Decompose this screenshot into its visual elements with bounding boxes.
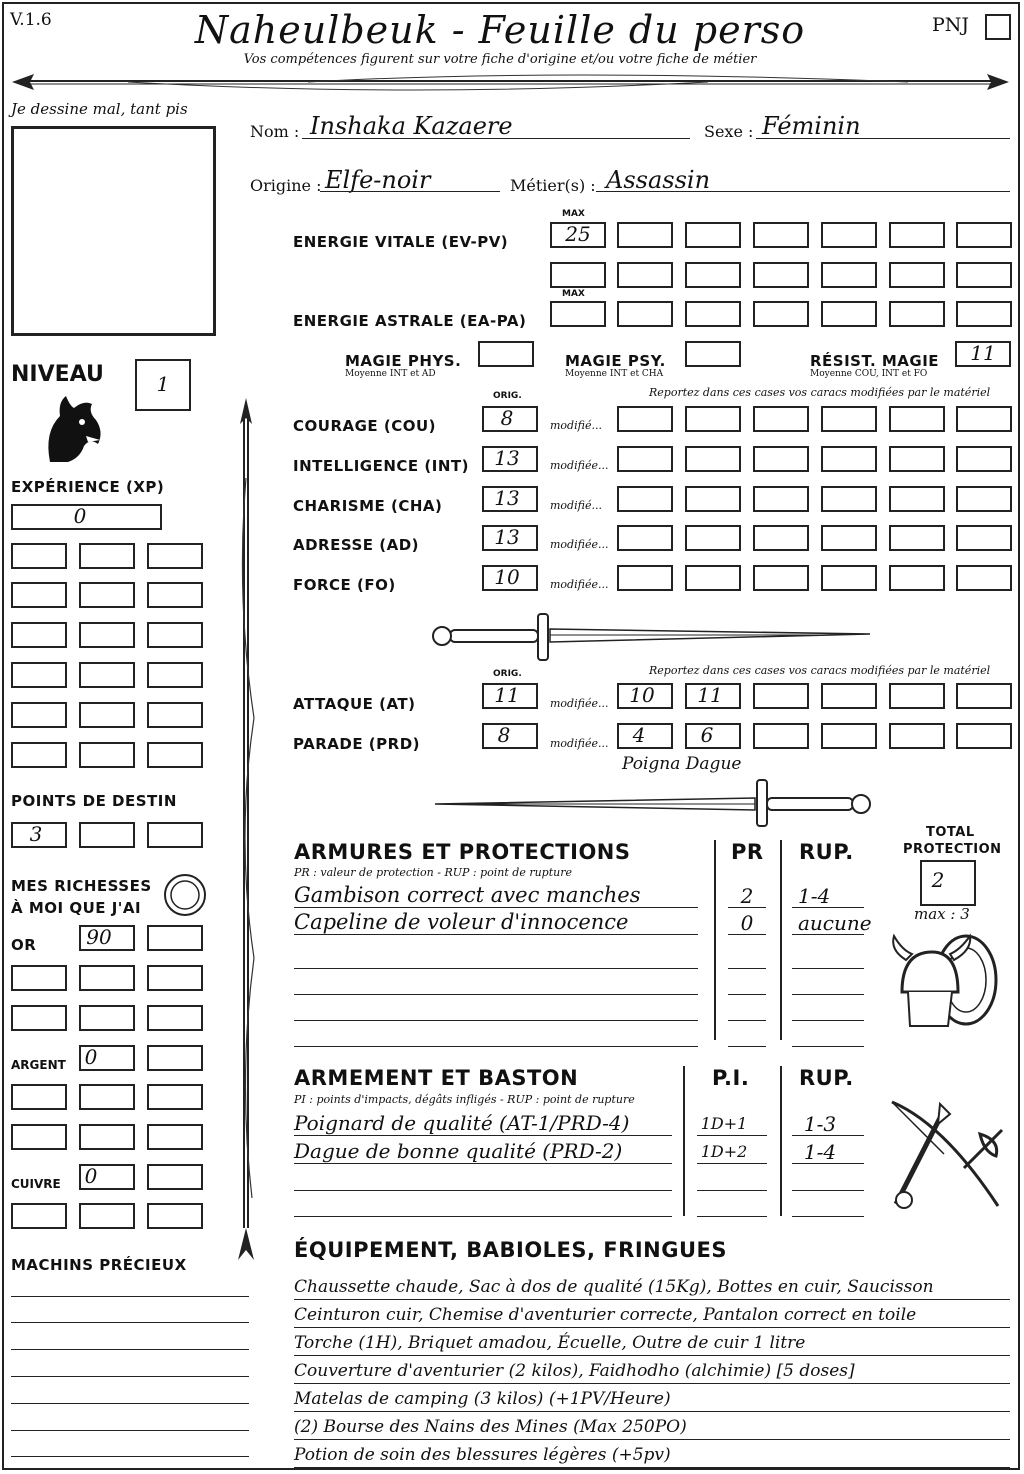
carac-mod-box-1[interactable] <box>617 406 673 432</box>
equipment-line[interactable] <box>294 1467 1010 1468</box>
weapons-icon <box>884 1094 1008 1216</box>
carac-label: INTELLIGENCE (INT) <box>293 457 469 475</box>
armor-pr-label: PR <box>731 840 764 864</box>
total-protection-label-1: TOTAL <box>926 825 975 840</box>
carac-orig-value: 8 <box>500 406 514 430</box>
carac-mod-box-6[interactable] <box>956 406 1012 432</box>
carac-mod-box-5[interactable] <box>889 525 945 551</box>
argent-extra-box-3[interactable] <box>147 1084 203 1110</box>
ea-label: ENERGIE ASTRALE (EA-PA) <box>293 312 527 330</box>
spear-icon <box>232 398 260 1260</box>
prd-mod-value-2: 6 <box>700 723 714 747</box>
weapons-sub: PI : points d'impacts, dégâts infligés - RUP : point de rupture <box>294 1093 635 1106</box>
weapon-line[interactable] <box>294 1190 672 1191</box>
coin-icon <box>162 872 208 918</box>
machins-label: MACHINS PRÉCIEUX <box>11 1256 187 1274</box>
carac-mod-box-2[interactable] <box>685 446 741 472</box>
carac-mod-box-4[interactable] <box>821 446 877 472</box>
armor-pr: 0 <box>740 911 754 935</box>
argent-box-2[interactable] <box>147 1045 203 1071</box>
xp-box-3[interactable] <box>147 662 203 688</box>
carac-mod-box-6[interactable] <box>956 486 1012 512</box>
at-mod-value-1: 10 <box>629 683 655 707</box>
xp-box-1[interactable] <box>11 662 67 688</box>
cuivre-value: 0 <box>84 1164 98 1188</box>
carac-mod-label: modifiée... <box>550 538 609 551</box>
argent-extra-box-1[interactable] <box>11 1084 67 1110</box>
xp-box-3[interactable] <box>147 622 203 648</box>
at-mod-value-2: 11 <box>697 683 723 707</box>
metier-underline <box>596 191 1010 192</box>
or-value: 90 <box>86 925 112 949</box>
xp-box-1[interactable] <box>11 622 67 648</box>
weapon-pi-line[interactable] <box>697 1163 767 1164</box>
weapon-line[interactable] <box>294 1216 672 1217</box>
weapon-pi-line[interactable] <box>697 1190 767 1191</box>
carac-mod-box-5[interactable] <box>889 406 945 432</box>
ev-track-box-5[interactable] <box>889 222 945 248</box>
ev-track-2-box-5[interactable] <box>889 262 945 288</box>
armor-rup-line[interactable] <box>792 1046 864 1047</box>
magie-psy-sub: Moyenne INT et CHA <box>565 369 664 379</box>
weapon-pi: 1D+1 <box>700 1114 748 1133</box>
cuivre-extra-box-3[interactable] <box>147 1203 203 1229</box>
carac-mod-box-2[interactable] <box>685 486 741 512</box>
spear-divider-icon <box>8 68 1013 98</box>
carac-orig-value: 10 <box>494 565 520 589</box>
ea-track-box-3[interactable] <box>753 301 809 327</box>
ea-track-box-1[interactable] <box>617 301 673 327</box>
sword-icon-2 <box>430 778 875 828</box>
version-label: V.1.6 <box>10 10 52 30</box>
metier-label: Métier(s) : <box>510 176 596 195</box>
magie-phys-label: MAGIE PHYS. <box>345 352 462 370</box>
equipment-line-text: Potion de soin des blessures légères (+5pv) <box>294 1445 671 1465</box>
weapon-note: Poigna Dague <box>622 754 742 774</box>
carac-mod-box-1[interactable] <box>617 565 673 591</box>
prd-mod-box-4[interactable] <box>821 723 877 749</box>
armor-title: ARMURES ET PROTECTIONS <box>294 840 631 864</box>
dragon-icon <box>40 392 106 464</box>
ev-track-2-box-6[interactable] <box>956 262 1012 288</box>
armor-line[interactable] <box>294 968 698 969</box>
total-protection-max: max : 3 <box>914 905 970 923</box>
carac-mod-box-6[interactable] <box>956 565 1012 591</box>
or-box-2[interactable] <box>147 925 203 951</box>
carac-orig-value: 13 <box>494 525 520 549</box>
or-extra-box-1[interactable] <box>11 1005 67 1031</box>
magie-phys-sub: Moyenne INT et AD <box>345 369 436 379</box>
ev-track-box-6[interactable] <box>956 222 1012 248</box>
carac-mod-box-5[interactable] <box>889 446 945 472</box>
carac-orig-value: 13 <box>494 446 520 470</box>
carac-report-note: Reportez dans ces cases vos caracs modifiées par le matériel <box>649 386 991 399</box>
combat-report-note: Reportez dans ces cases vos caracs modifiées par le matériel <box>649 664 991 677</box>
armor-pr-line[interactable] <box>728 1046 766 1047</box>
armor-name: Capeline de voleur d'innocence <box>294 910 629 934</box>
ev-track-box-1[interactable] <box>617 222 673 248</box>
ev-track-2-box-1[interactable] <box>617 262 673 288</box>
equipment-line-text: Ceinturon cuir, Chemise d'aventurier correcte, Pantalon correct en toile <box>294 1305 917 1325</box>
weapon-line[interactable] <box>294 1163 672 1164</box>
xp-box-1[interactable] <box>11 543 67 569</box>
carac-label: ADRESSE (AD) <box>293 536 420 554</box>
destin-value: 3 <box>29 822 43 846</box>
weapon-name: Dague de bonne qualité (PRD-2) <box>294 1139 623 1163</box>
at-mod-box-4[interactable] <box>821 683 877 709</box>
metier-value[interactable]: Assassin <box>606 166 711 194</box>
carac-mod-box-1[interactable] <box>617 446 673 472</box>
carac-orig-value: 13 <box>494 486 520 510</box>
armor-line[interactable] <box>294 934 698 935</box>
weapons-title: ARMEMENT ET BASTON <box>294 1066 579 1090</box>
origine-value[interactable]: Elfe-noir <box>325 166 431 194</box>
argent-value: 0 <box>84 1045 98 1069</box>
armor-sub: PR : valeur de protection - RUP : point de rupture <box>294 866 572 879</box>
ea-track-box-4[interactable] <box>821 301 877 327</box>
portrait-box[interactable] <box>11 126 216 336</box>
resist-magie-label: RÉSIST. MAGIE <box>810 352 940 370</box>
xp-box-2[interactable] <box>79 702 135 728</box>
carac-mod-box-4[interactable] <box>821 486 877 512</box>
origine-label: Origine : <box>250 176 322 195</box>
cuivre-extra-box-1[interactable] <box>11 1203 67 1229</box>
ev-max-value: 25 <box>565 222 591 246</box>
carac-mod-label: modifiée... <box>550 578 609 591</box>
weapons-pi-label: P.I. <box>712 1066 750 1090</box>
prd-mod-label: modifiée... <box>550 737 609 750</box>
prd-mod-box-5[interactable] <box>889 723 945 749</box>
xp-box-1[interactable] <box>11 582 67 608</box>
destin-box-3[interactable] <box>147 822 203 848</box>
ev-track-2-box-2[interactable] <box>685 262 741 288</box>
carac-mod-box-6[interactable] <box>956 446 1012 472</box>
equipment-line[interactable] <box>294 1327 1010 1328</box>
ea-track-box-2[interactable] <box>685 301 741 327</box>
pnj-label: PNJ <box>932 14 970 36</box>
prd-mod-value-1: 4 <box>632 723 646 747</box>
weapon-rup-line[interactable] <box>792 1216 864 1217</box>
xp-box-2[interactable] <box>79 742 135 768</box>
xp-value: 0 <box>73 504 87 528</box>
carac-mod-box-6[interactable] <box>956 525 1012 551</box>
armor-line[interactable] <box>294 907 698 908</box>
equipment-line-text: Chaussette chaude, Sac à dos de qualité (15Kg), Bottes en cuir, Saucisson <box>294 1277 934 1297</box>
destin-box-2[interactable] <box>79 822 135 848</box>
carac-mod-box-4[interactable] <box>821 565 877 591</box>
carac-mod-box-4[interactable] <box>821 406 877 432</box>
prd-orig-value: 8 <box>497 723 511 747</box>
equipment-line-text: (2) Bourse des Nains des Mines (Max 250PO) <box>294 1417 687 1437</box>
armor-pr: 2 <box>740 884 754 908</box>
xp-box-2[interactable] <box>79 662 135 688</box>
ev-label: ENERGIE VITALE (EV-PV) <box>293 233 509 251</box>
weapon-name: Poignard de qualité (AT-1/PRD-4) <box>294 1111 630 1135</box>
machins-line[interactable] <box>11 1349 249 1350</box>
prd-mod-box-6[interactable] <box>956 723 1012 749</box>
or-extra-box-2[interactable] <box>79 1005 135 1031</box>
or-label: OR <box>11 936 37 954</box>
sword-icon <box>430 612 875 662</box>
equipment-line-text: Matelas de camping (3 kilos) (+1PV/Heure) <box>294 1389 671 1409</box>
weapon-pi-line[interactable] <box>697 1135 767 1136</box>
ea-max-box[interactable] <box>550 301 606 327</box>
carac-mod-box-1[interactable] <box>617 486 673 512</box>
armor-pr-line[interactable] <box>728 968 766 969</box>
portrait-caption: Je dessine mal, tant pis <box>11 100 188 118</box>
machins-line[interactable] <box>11 1296 249 1297</box>
at-orig-value: 11 <box>494 683 520 707</box>
weapons-divider-1 <box>683 1066 685 1216</box>
cuivre-label: CUIVRE <box>11 1177 61 1191</box>
or-extra-box-1[interactable] <box>11 965 67 991</box>
at-label: ATTAQUE (AT) <box>293 695 416 713</box>
armor-rup: aucune <box>798 911 872 935</box>
armor-line[interactable] <box>294 994 698 995</box>
argent-extra-box-1[interactable] <box>11 1124 67 1150</box>
weapon-line[interactable] <box>294 1135 672 1136</box>
machins-line[interactable] <box>11 1456 249 1457</box>
sexe-underline <box>756 138 1010 139</box>
carac-mod-box-3[interactable] <box>753 446 809 472</box>
sheet-title: Naheulbeuk - Feuille du perso <box>194 8 806 52</box>
carac-label: CHARISME (CHA) <box>293 497 443 515</box>
magie-phys-box[interactable] <box>478 341 534 367</box>
armor-rup-line[interactable] <box>792 994 864 995</box>
combat-orig-label: ORIG. <box>493 669 522 679</box>
carac-label: FORCE (FO) <box>293 576 396 594</box>
sheet-subtitle: Vos compétences figurent sur votre fiche d'origine et/ou votre fiche de métier <box>243 52 757 67</box>
xp-box-3[interactable] <box>147 543 203 569</box>
ea-track-box-5[interactable] <box>889 301 945 327</box>
equipment-line-text: Torche (1H), Briquet amadou, Écuelle, Outre de cuir 1 litre <box>294 1333 806 1353</box>
machins-line[interactable] <box>11 1403 249 1404</box>
pnj-checkbox[interactable] <box>985 14 1011 40</box>
armor-line[interactable] <box>294 1020 698 1021</box>
richesses-label-2: À MOI QUE J'AI <box>11 899 142 917</box>
or-extra-box-3[interactable] <box>147 1005 203 1031</box>
armor-rup-line[interactable] <box>792 968 864 969</box>
carac-mod-box-4[interactable] <box>821 525 877 551</box>
or-extra-box-2[interactable] <box>79 965 135 991</box>
cuivre-extra-box-2[interactable] <box>79 1203 135 1229</box>
machins-line[interactable] <box>11 1376 249 1377</box>
armor-rup-label: RUP. <box>799 840 854 864</box>
carac-mod-box-5[interactable] <box>889 486 945 512</box>
armor-line[interactable] <box>294 1046 698 1047</box>
equipment-title: ÉQUIPEMENT, BABIOLES, FRINGUES <box>294 1238 727 1262</box>
xp-box-2[interactable] <box>79 543 135 569</box>
weapons-divider-2 <box>780 1066 782 1216</box>
niveau-label: NIVEAU <box>11 362 104 387</box>
weapon-pi: 1D+2 <box>700 1142 748 1161</box>
xp-box-3[interactable] <box>147 702 203 728</box>
at-mod-box-5[interactable] <box>889 683 945 709</box>
carac-mod-box-3[interactable] <box>753 525 809 551</box>
weapons-rup-label: RUP. <box>799 1066 854 1090</box>
destin-label: POINTS DE DESTIN <box>11 792 177 810</box>
prd-label: PARADE (PRD) <box>293 735 421 753</box>
at-mod-box-3[interactable] <box>753 683 809 709</box>
total-protection-value: 2 <box>931 868 945 892</box>
at-mod-box-6[interactable] <box>956 683 1012 709</box>
sexe-label: Sexe : <box>704 122 754 141</box>
prd-mod-box-3[interactable] <box>753 723 809 749</box>
cuivre-box-2[interactable] <box>147 1164 203 1190</box>
ea-track-box-6[interactable] <box>956 301 1012 327</box>
at-mod-label: modifiée... <box>550 697 609 710</box>
machins-line[interactable] <box>11 1430 249 1431</box>
or-extra-box-3[interactable] <box>147 965 203 991</box>
nom-label: Nom : <box>250 122 300 141</box>
carac-mod-label: modifié... <box>550 499 602 512</box>
ea-max-label: MAX <box>562 289 585 299</box>
carac-mod-box-3[interactable] <box>753 486 809 512</box>
ev-track-box-2[interactable] <box>685 222 741 248</box>
nom-underline <box>302 138 690 139</box>
equipment-line[interactable] <box>294 1299 1010 1300</box>
xp-box-1[interactable] <box>11 702 67 728</box>
carac-mod-box-5[interactable] <box>889 565 945 591</box>
equipment-line[interactable] <box>294 1439 1010 1440</box>
carac-orig-label: ORIG. <box>493 391 522 401</box>
argent-label: ARGENT <box>11 1058 66 1072</box>
equipment-line[interactable] <box>294 1411 1010 1412</box>
weapon-rup: 1-4 <box>803 1140 837 1164</box>
magie-psy-label: MAGIE PSY. <box>565 352 666 370</box>
carac-mod-box-3[interactable] <box>753 565 809 591</box>
equipment-line-text: Couverture d'aventurier (2 kilos), Faidhodho (alchimie) [5 doses] <box>294 1361 855 1381</box>
resist-magie-value: 11 <box>970 341 996 365</box>
nom-value[interactable]: Inshaka Kazaere <box>310 112 513 140</box>
weapon-pi-line[interactable] <box>697 1216 767 1217</box>
niveau-value: 1 <box>156 372 170 396</box>
origine-underline <box>320 191 500 192</box>
xp-box-2[interactable] <box>79 582 135 608</box>
carac-mod-box-2[interactable] <box>685 525 741 551</box>
ev-track-box-4[interactable] <box>821 222 877 248</box>
armor-pr-line[interactable] <box>728 994 766 995</box>
ev-track-box[interactable] <box>550 262 606 288</box>
armor-rup: 1-4 <box>798 884 831 908</box>
argent-extra-box-3[interactable] <box>147 1124 203 1150</box>
carac-mod-box-2[interactable] <box>685 406 741 432</box>
armor-divider-1 <box>714 840 716 1040</box>
ev-track-2-box-4[interactable] <box>821 262 877 288</box>
machins-line[interactable] <box>11 1322 249 1323</box>
carac-mod-box-3[interactable] <box>753 406 809 432</box>
armor-pr-line[interactable] <box>728 1020 766 1021</box>
xp-box-1[interactable] <box>11 742 67 768</box>
armor-name: Gambison correct avec manches <box>294 883 641 907</box>
resist-magie-sub: Moyenne COU, INT et FO <box>810 369 928 379</box>
weapon-rup: 1-3 <box>803 1112 837 1136</box>
weapon-rup-line[interactable] <box>792 1190 864 1191</box>
xp-label: EXPÉRIENCE (XP) <box>11 478 165 496</box>
armor-rup-line[interactable] <box>792 1020 864 1021</box>
ev-track-2-box-3[interactable] <box>753 262 809 288</box>
ev-max-label: MAX <box>562 209 585 219</box>
armor-divider-2 <box>780 840 782 1040</box>
carac-mod-box-2[interactable] <box>685 565 741 591</box>
argent-extra-box-2[interactable] <box>79 1124 135 1150</box>
sexe-value[interactable]: Féminin <box>762 112 861 140</box>
ev-track-box-3[interactable] <box>753 222 809 248</box>
carac-mod-label: modifié... <box>550 419 602 432</box>
total-protection-label-2: PROTECTION <box>903 842 1002 857</box>
equipment-line[interactable] <box>294 1383 1010 1384</box>
carac-mod-label: modifiée... <box>550 459 609 472</box>
xp-box-3[interactable] <box>147 742 203 768</box>
carac-mod-box-1[interactable] <box>617 525 673 551</box>
xp-box-2[interactable] <box>79 622 135 648</box>
equipment-line[interactable] <box>294 1355 1010 1356</box>
argent-extra-box-2[interactable] <box>79 1084 135 1110</box>
magie-psy-box[interactable] <box>685 341 741 367</box>
richesses-label-1: MES RICHESSES <box>11 877 152 895</box>
carac-label: COURAGE (COU) <box>293 417 437 435</box>
helmet-shield-icon <box>888 930 1000 1036</box>
xp-box-3[interactable] <box>147 582 203 608</box>
